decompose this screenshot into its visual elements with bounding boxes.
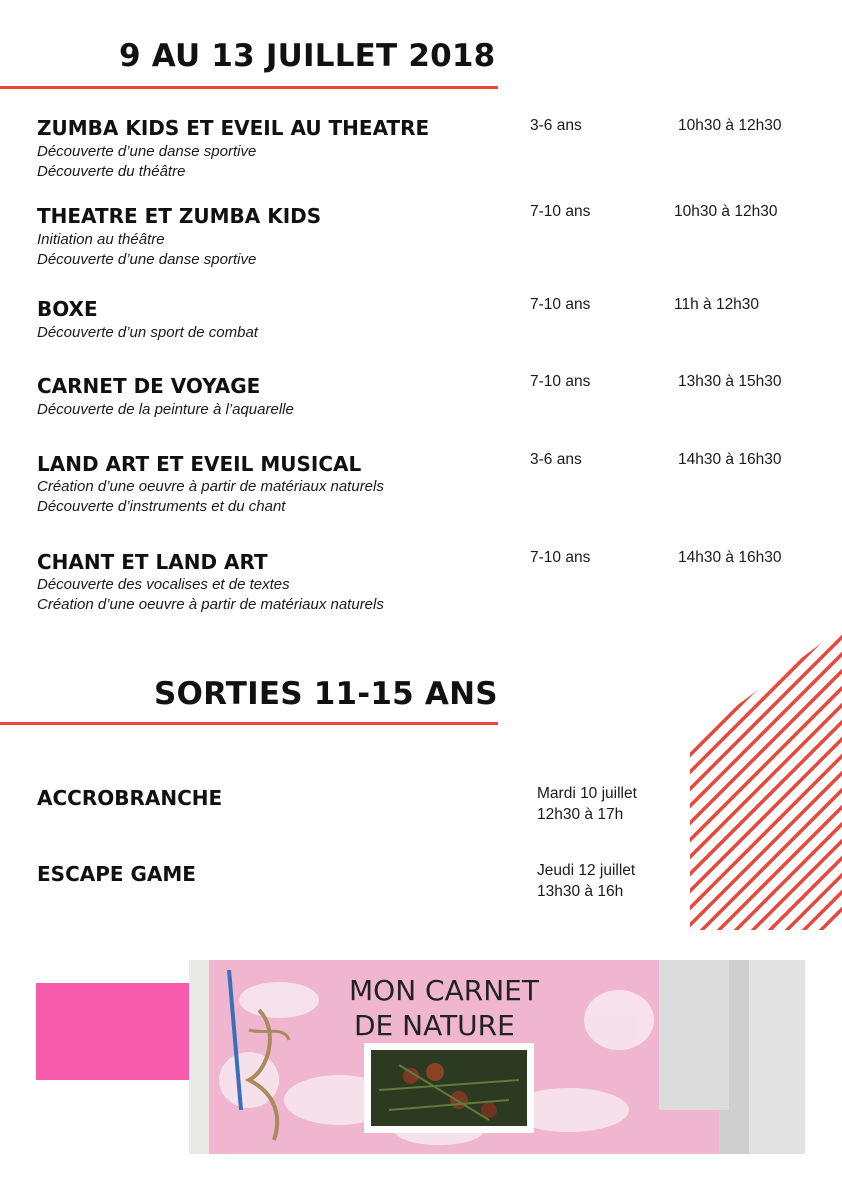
outing-time: 13h30 à 16h — [537, 883, 624, 900]
activity-title: CHANT ET LAND ART — [37, 550, 268, 574]
activity-age: 7-10 ans — [530, 373, 591, 390]
outing-date: Mardi 10 juillet — [537, 785, 637, 802]
activity-title: THEATRE ET ZUMBA KIDS — [37, 204, 322, 228]
activity-description: Découverte de la peinture à l’aquarelle — [37, 401, 294, 418]
activity-description: Création d’une oeuvre à partir de matériaux naturels — [37, 478, 384, 495]
activity-title: ZUMBA KIDS ET EVEIL AU THEATRE — [37, 116, 430, 140]
outing-title: ACCROBRANCHE — [37, 786, 223, 810]
notebook-illustration — [189, 960, 805, 1154]
activity-description: Découverte d’instruments et du chant — [37, 498, 286, 515]
notebook-text: DE NATURE — [354, 1009, 515, 1042]
activity-title: LAND ART ET EVEIL MUSICAL — [37, 452, 362, 476]
activity-time: 10h30 à 12h30 — [674, 203, 778, 220]
notebook-photo — [189, 960, 805, 1154]
outing-date: Jeudi 12 juillet — [537, 862, 636, 879]
activity-title: BOXE — [37, 297, 98, 321]
section-title-underline — [0, 722, 498, 725]
activity-time: 11h à 12h30 — [674, 296, 760, 313]
activity-time: 14h30 à 16h30 — [678, 549, 782, 566]
decorative-stripes — [690, 628, 842, 930]
outing-title: ESCAPE GAME — [37, 862, 196, 886]
outing-time: 12h30 à 17h — [537, 806, 624, 823]
activity-time: 13h30 à 15h30 — [678, 373, 782, 390]
section-title-dates: 9 AU 13 JUILLET 2018 — [119, 38, 496, 74]
activity-description: Création d’une oeuvre à partir de matériaux naturels — [37, 596, 384, 613]
activity-description: Découverte d’un sport de combat — [37, 324, 258, 341]
activity-time: 14h30 à 16h30 — [678, 451, 782, 468]
activity-description: Initiation au théâtre — [37, 231, 165, 248]
activity-description: Découverte du théâtre — [37, 163, 186, 180]
notebook-text: MON CARNET — [349, 974, 539, 1007]
section-title-outings: SORTIES 11-15 ANS — [154, 676, 498, 712]
activity-age: 3-6 ans — [530, 451, 582, 468]
decorative-pink-block — [36, 983, 192, 1080]
section-title-underline — [0, 86, 498, 89]
activity-age: 7-10 ans — [530, 203, 591, 220]
activity-age: 7-10 ans — [530, 296, 591, 313]
activity-age: 7-10 ans — [530, 549, 591, 566]
activity-description: Découverte d’une danse sportive — [37, 251, 257, 268]
activity-age: 3-6 ans — [530, 117, 582, 134]
activity-description: Découverte des vocalises et de textes — [37, 576, 290, 593]
activity-title: CARNET DE VOYAGE — [37, 374, 261, 398]
activity-time: 10h30 à 12h30 — [678, 117, 782, 134]
activity-description: Découverte d’une danse sportive — [37, 143, 257, 160]
